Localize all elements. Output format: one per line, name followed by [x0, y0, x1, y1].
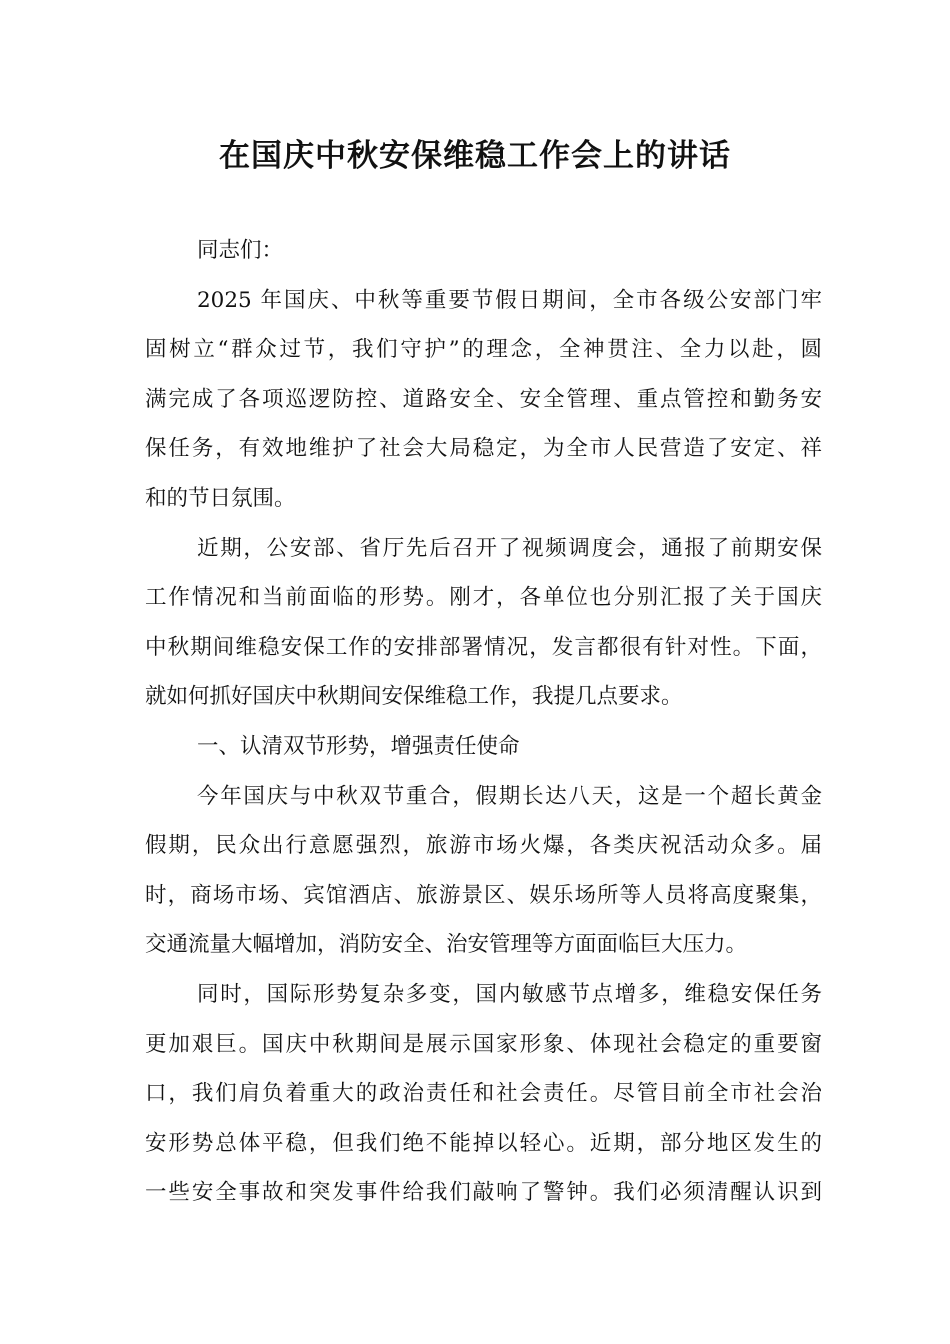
text-line: 交通流量大幅增加，消防安全、治安管理等方面面临巨大压力。 — [145, 932, 748, 958]
text-line: 保任务，有效地维护了社会大局稳定，为全市人民营造了安定、祥 — [145, 436, 822, 462]
text-line: 和的节日氛围。 — [145, 485, 296, 511]
document-body — [145, 226, 822, 1218]
document-title: 在国庆中秋安保维稳工作会上的讲话 — [219, 138, 731, 174]
text-line: 工作情况和当前面临的形势。刚才，各单位也分别汇报了关于国庆 — [145, 585, 822, 611]
text-line: 安形势总体平稳，但我们绝不能掉以轻心。近期，部分地区发生的 — [145, 1130, 822, 1156]
text-line: 满完成了各项巡逻防控、道路安全、安全管理、重点管控和勤务安 — [145, 386, 822, 412]
text-line: 今年国庆与中秋双节重合，假期长达八天，这是一个超长黄金 — [197, 783, 822, 809]
text-line: 2025 年国庆、中秋等重要节假日期间，全市各级公安部门牢 — [197, 287, 822, 313]
text-line: 一些安全事故和突发事件给我们敲响了警钟。我们必须清醒认识到 — [145, 1180, 822, 1206]
text-line: 近期，公安部、省厅先后召开了视频调度会，通报了前期安保 — [197, 535, 822, 561]
text-line: 口，我们肩负着重大的政治责任和社会责任。尽管目前全市社会治 — [145, 1081, 822, 1107]
text-line: 假期，民众出行意愿强烈，旅游市场火爆，各类庆祝活动众多。届 — [145, 833, 822, 859]
text-line: 中秋期间维稳安保工作的安排部署情况，发言都很有针对性。下面， — [145, 634, 822, 660]
text-line: 更加艰巨。国庆中秋期间是展示国家形象、体现社会稳定的重要窗 — [145, 1031, 822, 1057]
text-line: 同志们： — [197, 238, 284, 263]
text-line: 固树立“群众过节，我们守护”的理念，全神贯注、全力以赴，圆 — [145, 337, 822, 363]
text-line: 同时，国际形势复杂多变，国内敏感节点增多，维稳安保任务 — [197, 981, 822, 1007]
text-line: 时，商场市场、宾馆酒店、旅游景区、娱乐场所等人员将高度聚集， — [145, 882, 822, 908]
text-line: 就如何抓好国庆中秋期间安保维稳工作，我提几点要求。 — [145, 684, 683, 710]
text-line: 一、认清双节形势，增强责任使命 — [197, 733, 520, 759]
